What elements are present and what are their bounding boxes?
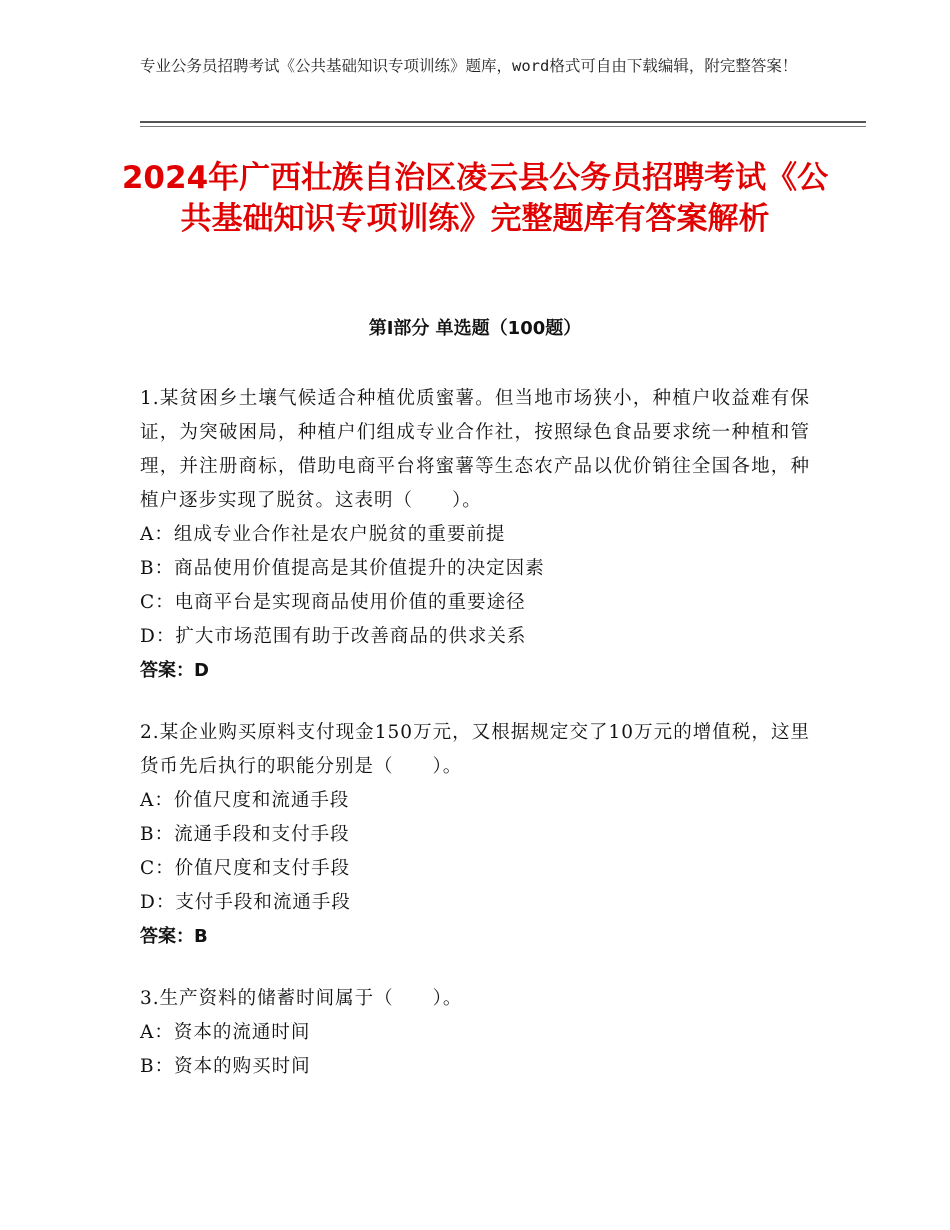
question-3 (140, 982, 810, 1084)
option-d: D：扩大市场范围有助于改善商品的供求关系 (140, 626, 527, 647)
option-d: D：支付手段和流通手段 (140, 892, 351, 913)
option-b: B：流通手段和支付手段 (140, 824, 350, 845)
answer-line: 答案：D (140, 660, 209, 681)
question-stem: 3.生产资料的储蓄时间属于（ ）。 (140, 988, 463, 1009)
option-b: B：资本的购买时间 (140, 1056, 311, 1077)
question-1 (140, 382, 810, 688)
section-heading: 第Ⅰ部分 单选题（100题） (368, 318, 582, 339)
question-stem: 2.某企业购买原料支付现金150万元，又根据规定交了10万元的增值税，这里货币先后执行的职能分别是（ ）。 (140, 722, 810, 777)
question-2 (140, 716, 810, 954)
option-a: A：价值尺度和流通手段 (140, 790, 350, 811)
question-stem: 1.某贫困乡土壤气候适合种植优质蜜薯。但当地市场狭小，种植户收益难有保证，为突破困局，种植户们组成专业合作社，按照绿色食品要求统一种植和管理，并注册商标，借助电商平台将蜜薯等生态农产品以优价销往全国各地，种植户逐步实现了脱贫。这表明（ ）。 (140, 388, 810, 511)
header-divider-thick (140, 121, 866, 123)
option-a: A：组成专业合作社是农户脱贫的重要前提 (140, 524, 506, 545)
option-c: C：价值尺度和支付手段 (140, 858, 351, 879)
option-b: B：商品使用价值提高是其价值提升的决定因素 (140, 558, 545, 579)
document-title: 2024年广西壮族自治区凌云县公务员招聘考试《公共基础知识专项训练》完整题库有答案解析 (121, 160, 829, 237)
answer-line: 答案：B (140, 926, 208, 947)
option-a: A：资本的流通时间 (140, 1022, 311, 1043)
option-c: C：电商平台是实现商品使用价值的重要途径 (140, 592, 526, 613)
header-divider-thin (140, 126, 866, 127)
header-note: 专业公务员招聘考试《公共基础知识专项训练》题库，word格式可自由下载编辑，附完整答案！ (140, 57, 798, 75)
question-list (140, 382, 810, 1112)
